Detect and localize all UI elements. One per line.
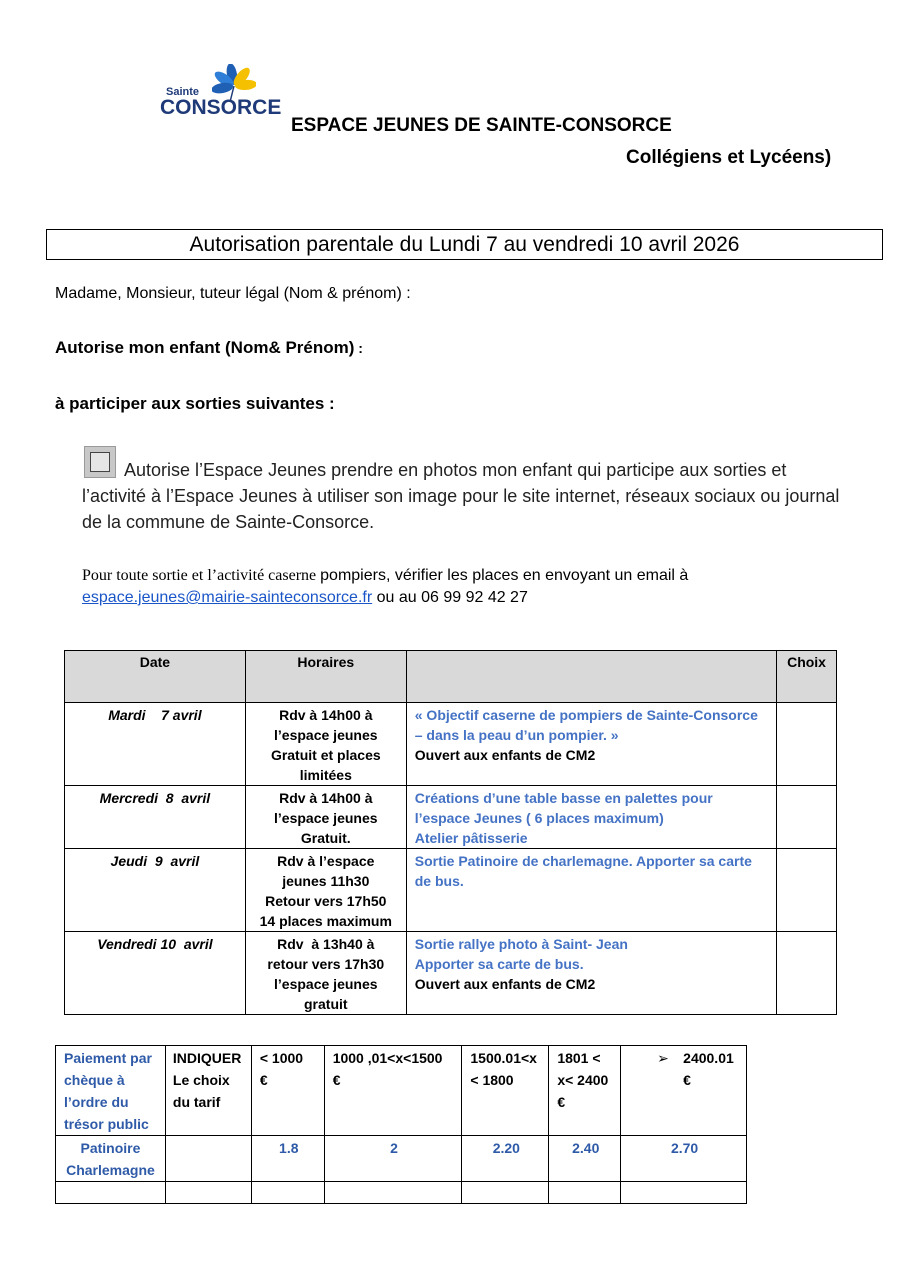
arrow-bullet-icon: ➢: [657, 1050, 669, 1066]
hours-line: l’espace jeunes: [274, 810, 378, 826]
bracket-text: €: [332, 1072, 341, 1088]
indicate-text: INDIQUER: [172, 1050, 242, 1066]
tarif-empty-row: [56, 1182, 747, 1204]
organization-title: ESPACE JEUNES DE SAINTE-CONSORCE: [291, 115, 672, 136]
payment-cell: [56, 1046, 166, 1136]
activity-line: Créations d’une table basse en palettes pour: [414, 790, 713, 806]
bracket-4: [549, 1046, 621, 1136]
contact-prefix-sans: pompiers, vérifier les places en envoyant un email à: [320, 567, 689, 584]
hours-line: Rdv à 14h00 à: [279, 790, 373, 806]
schedule-hours: [245, 849, 406, 932]
activity-line: Atelier pâtisserie: [414, 830, 528, 846]
schedule-date: Vendredi 10 avril: [65, 932, 246, 1015]
bracket-text: < 1000: [259, 1050, 304, 1066]
guardian-line: Madame, Monsieur, tuteur légal (Nom & prénom) :: [55, 285, 411, 302]
empty-cell: [251, 1182, 324, 1204]
bracket-text: x< 2400: [557, 1072, 609, 1088]
schedule-activity: [406, 703, 776, 786]
schedule-row: [65, 786, 837, 849]
schedule-row: [65, 703, 837, 786]
header-hours: Horaires: [245, 651, 406, 703]
hours-line: l’espace jeunes: [274, 727, 378, 743]
header-choice: Choix: [777, 651, 837, 703]
child-line-label: Autorise mon enfant (Nom& Prénom): [55, 338, 355, 357]
activity-note: Ouvert aux enfants de CM2: [414, 747, 596, 763]
hours-line: Rdv à 14h00 à: [279, 707, 373, 723]
schedule-hours: [245, 786, 406, 849]
schedule-row: [65, 932, 837, 1015]
tarif-header-row: [56, 1046, 747, 1136]
bracket-text: 1500.01<x: [470, 1050, 537, 1066]
empty-cell: [165, 1136, 251, 1182]
tarif-table: [55, 1045, 747, 1204]
indicate-cell: [165, 1046, 251, 1136]
hours-line: Retour vers 17h50: [265, 893, 387, 909]
bracket-text: 1000 ,01<x<1500: [332, 1050, 443, 1066]
commune-logo: [158, 64, 282, 130]
empty-cell: [621, 1182, 747, 1204]
empty-cell: [56, 1182, 166, 1204]
schedule-activity: [406, 932, 776, 1015]
authorization-title: Autorisation parentale du Lundi 7 au vendredi 10 avril 2026: [46, 229, 883, 260]
photo-consent-text: Autorise l’Espace Jeunes prendre en photos mon enfant qui participe aux sorties et l’activité à l’Espace Jeunes à utiliser son image pour le site internet, réseaux sociaux ou journal de la commune de Sainte-Consorce.: [82, 460, 840, 532]
activity-line: de bus.: [414, 873, 464, 889]
schedule-header-row: [65, 651, 837, 703]
empty-cell: [324, 1182, 462, 1204]
payment-text: trésor public: [64, 1116, 149, 1132]
hours-line: Rdv à 13h40 à: [277, 936, 375, 952]
activity-text: Charlemagne: [66, 1162, 155, 1178]
bracket-text: 1801 <: [557, 1050, 601, 1066]
choice-cell[interactable]: [777, 932, 837, 1015]
schedule-date: Mercredi 8 avril: [65, 786, 246, 849]
price-5: 2.70: [621, 1136, 747, 1182]
bracket-5: [621, 1046, 747, 1136]
activity-line: l’espace Jeunes ( 6 places maximum): [414, 810, 664, 826]
price-2: 2: [324, 1136, 462, 1182]
bracket-1: [251, 1046, 324, 1136]
schedule-hours: [245, 932, 406, 1015]
bracket-2: [324, 1046, 462, 1136]
contact-line: [82, 566, 688, 586]
price-1: 1.8: [251, 1136, 324, 1182]
bracket-text: €: [557, 1094, 566, 1110]
schedule-activity: [406, 786, 776, 849]
activity-line: – dans la peau d’un pompier. »: [414, 727, 619, 743]
hours-line: l’espace jeunes: [274, 976, 378, 992]
payment-text: Paiement par: [64, 1050, 152, 1066]
choice-cell[interactable]: [777, 703, 837, 786]
schedule-hours: [245, 703, 406, 786]
participate-line: à participer aux sorties suivantes :: [55, 394, 335, 413]
indicate-text: Le choix: [172, 1072, 230, 1088]
empty-cell: [462, 1182, 549, 1204]
phone-text: ou au 06 99 92 42 27: [372, 589, 528, 606]
activity-text: Patinoire: [80, 1140, 141, 1156]
header-date: Date: [65, 651, 246, 703]
bracket-text: €: [683, 1072, 691, 1088]
indicate-text: du tarif: [172, 1094, 221, 1110]
activity-line: « Objectif caserne de pompiers de Sainte-Consorce: [414, 707, 758, 723]
hours-line: Gratuit et places: [270, 747, 381, 763]
bracket-text: < 1800: [470, 1072, 514, 1088]
header-activity: [406, 651, 776, 703]
payment-text: l’ordre du: [64, 1094, 129, 1110]
price-4: 2.40: [549, 1136, 621, 1182]
child-line-colon: :: [354, 340, 363, 356]
schedule-table: [64, 650, 837, 1015]
email-link[interactable]: espace.jeunes@mairie-sainteconsorce.fr: [82, 589, 373, 606]
logo-bottom-text: CONSORCE: [160, 96, 282, 119]
hours-line: limitées: [299, 767, 352, 783]
activity-note: Ouvert aux enfants de CM2: [414, 976, 596, 992]
hours-line: Gratuit.: [300, 830, 351, 846]
child-line: [55, 338, 363, 358]
price-3: 2.20: [462, 1136, 549, 1182]
schedule-row: [65, 849, 837, 932]
schedule-date: Jeudi 9 avril: [65, 849, 246, 932]
activity-line: Sortie rallye photo à Saint- Jean: [414, 936, 628, 952]
activity-line: Sortie Patinoire de charlemagne. Apporter sa carte: [414, 853, 752, 869]
bracket-text: €: [259, 1072, 268, 1088]
bracket-text: 2400.01: [683, 1050, 734, 1066]
activity-line: Apporter sa carte de bus.: [414, 956, 584, 972]
payment-text: chèque à: [64, 1072, 125, 1088]
empty-cell: [549, 1182, 621, 1204]
schedule-date: Mardi 7 avril: [65, 703, 246, 786]
choice-cell[interactable]: [777, 786, 837, 849]
choice-cell[interactable]: [777, 849, 837, 932]
hours-line: retour vers 17h30: [267, 956, 385, 972]
hours-line: jeunes 11h30: [282, 873, 370, 889]
tarif-price-row: [56, 1136, 747, 1182]
schedule-activity: [406, 849, 776, 932]
activity-cell: [56, 1136, 166, 1182]
hours-line: Rdv à l’espace: [277, 853, 375, 869]
contact-line-2: [82, 588, 528, 608]
empty-cell: [165, 1182, 251, 1204]
contact-prefix-serif: Pour toute sortie et l’activité caserne: [82, 567, 321, 584]
logo-top-text: Sainte: [166, 86, 200, 98]
organization-subtitle: Collégiens et Lycéens): [626, 147, 832, 168]
bracket-3: [462, 1046, 549, 1136]
hours-line: 14 places maximum: [259, 913, 392, 929]
hours-line: gratuit: [304, 996, 348, 1012]
